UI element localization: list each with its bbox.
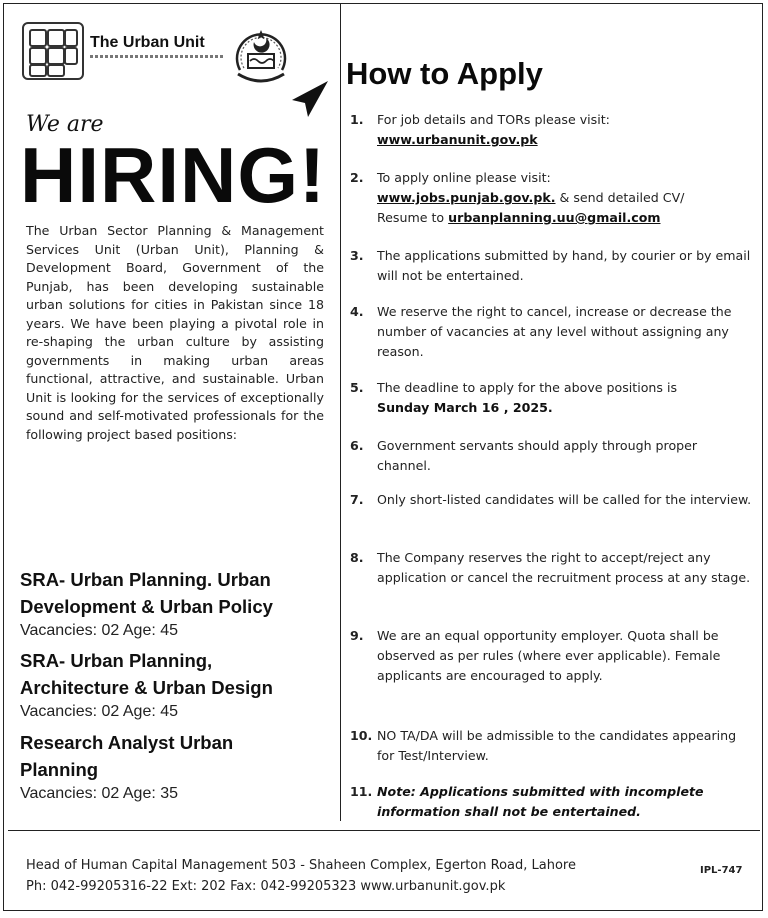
position-meta: Vacancies: 02 Age: 45 bbox=[20, 703, 179, 720]
step-number: 7. bbox=[350, 492, 364, 507]
step-text: & send detailed CV/ bbox=[555, 190, 685, 205]
position-title: Research Analyst Urban bbox=[20, 732, 234, 753]
position-meta: Vacancies: 02 Age: 45 bbox=[20, 622, 179, 639]
position-title: SRA- Urban Planning, bbox=[20, 650, 213, 671]
position-title: Architecture & Urban Design bbox=[20, 677, 273, 698]
step-text: NO TA/DA will be admissible to the candidates appearing for Test/Interview. bbox=[377, 728, 737, 763]
footer-contact: Ph: 042-99205316-22 Ext: 202 Fax: 042-99205323 www.urbanunit.gov.pk bbox=[26, 879, 506, 894]
step-text: We reserve the right to cancel, increase or decrease the number of vacancies at any level without assigning any reason. bbox=[377, 304, 732, 359]
headline-script: We are bbox=[26, 112, 104, 137]
urbanunit-website-link[interactable]: www.urbanunit.gov.pk bbox=[377, 132, 538, 147]
step-note: Note: Applications submitted with incomplete information shall not be entertained. bbox=[377, 784, 704, 819]
step-text: Resume to bbox=[377, 210, 449, 225]
headline-hiring: HIRING! bbox=[20, 131, 326, 219]
step-number: 1. bbox=[350, 112, 364, 127]
step-text: The deadline to apply for the above positions is bbox=[377, 380, 678, 395]
position-3 bbox=[20, 729, 330, 805]
jobs-punjab-link[interactable]: www.jobs.punjab.gov.pk. bbox=[377, 190, 556, 205]
step-number: 4. bbox=[350, 304, 364, 319]
position-meta: Vacancies: 02 Age: 35 bbox=[20, 785, 179, 802]
how-to-apply-title: How to Apply bbox=[346, 56, 543, 91]
urban-unit-logo-icon bbox=[22, 22, 84, 80]
step-number: 10. bbox=[350, 728, 373, 743]
footer-divider bbox=[8, 830, 760, 831]
step-number: 5. bbox=[350, 380, 364, 395]
step-text: We are an equal opportunity employer. Quota shall be observed as per rules (where ever applicable). Female applicants are encouraged to apply. bbox=[377, 628, 721, 683]
application-email-link[interactable]: urbanplanning.uu@gmail.com bbox=[448, 210, 661, 225]
position-title: Planning bbox=[20, 759, 99, 780]
step-number: 6. bbox=[350, 438, 364, 453]
step-number: 3. bbox=[350, 248, 364, 263]
pointer-arrow-icon bbox=[288, 78, 332, 120]
step-number: 8. bbox=[350, 550, 364, 565]
step-text: To apply online please visit: bbox=[377, 170, 551, 185]
step-number: 11. bbox=[350, 784, 373, 799]
deadline-date: Sunday March 16 , 2025. bbox=[377, 400, 553, 415]
step-text: Only short-listed candidates will be called for the interview. bbox=[377, 492, 752, 507]
intro-paragraph: The Urban Sector Planning & Management Services Unit (Urban Unit), Planning & Development Board, Government of the Punjab, has been developing sustainable urban solutions for cities in Pakistan since 18 years. We have been playing a pivotal role in re-shaping the urban culture by assisting governments in making urban areas functional, attractive, and sustainable. Urban Unit is looking for the services of exceptionally sound and self-motivated professionals for the following project based positions: bbox=[26, 223, 324, 442]
step-number: 2. bbox=[350, 170, 364, 185]
step-text: Government servants should apply through proper channel. bbox=[377, 438, 698, 473]
org-tagline-line bbox=[90, 55, 225, 58]
position-title: Development & Urban Policy bbox=[20, 596, 273, 617]
step-text: The applications submitted by hand, by courier or by email will not be entertained. bbox=[377, 248, 751, 283]
punjab-government-seal-icon bbox=[228, 24, 294, 90]
ad-reference: IPL-747 bbox=[700, 865, 743, 876]
column-divider bbox=[340, 3, 341, 821]
step-number: 9. bbox=[350, 628, 364, 643]
position-2 bbox=[20, 647, 330, 723]
position-title: SRA- Urban Planning. Urban bbox=[20, 569, 271, 590]
step-text: For job details and TORs please visit: bbox=[377, 112, 610, 127]
position-1 bbox=[20, 566, 330, 642]
step-text: The Company reserves the right to accept/reject any application or cancel the recruitment process at any stage. bbox=[377, 550, 751, 585]
footer-address: Head of Human Capital Management 503 - Shaheen Complex, Egerton Road, Lahore bbox=[26, 858, 576, 873]
org-name: The Urban Unit bbox=[90, 34, 205, 51]
